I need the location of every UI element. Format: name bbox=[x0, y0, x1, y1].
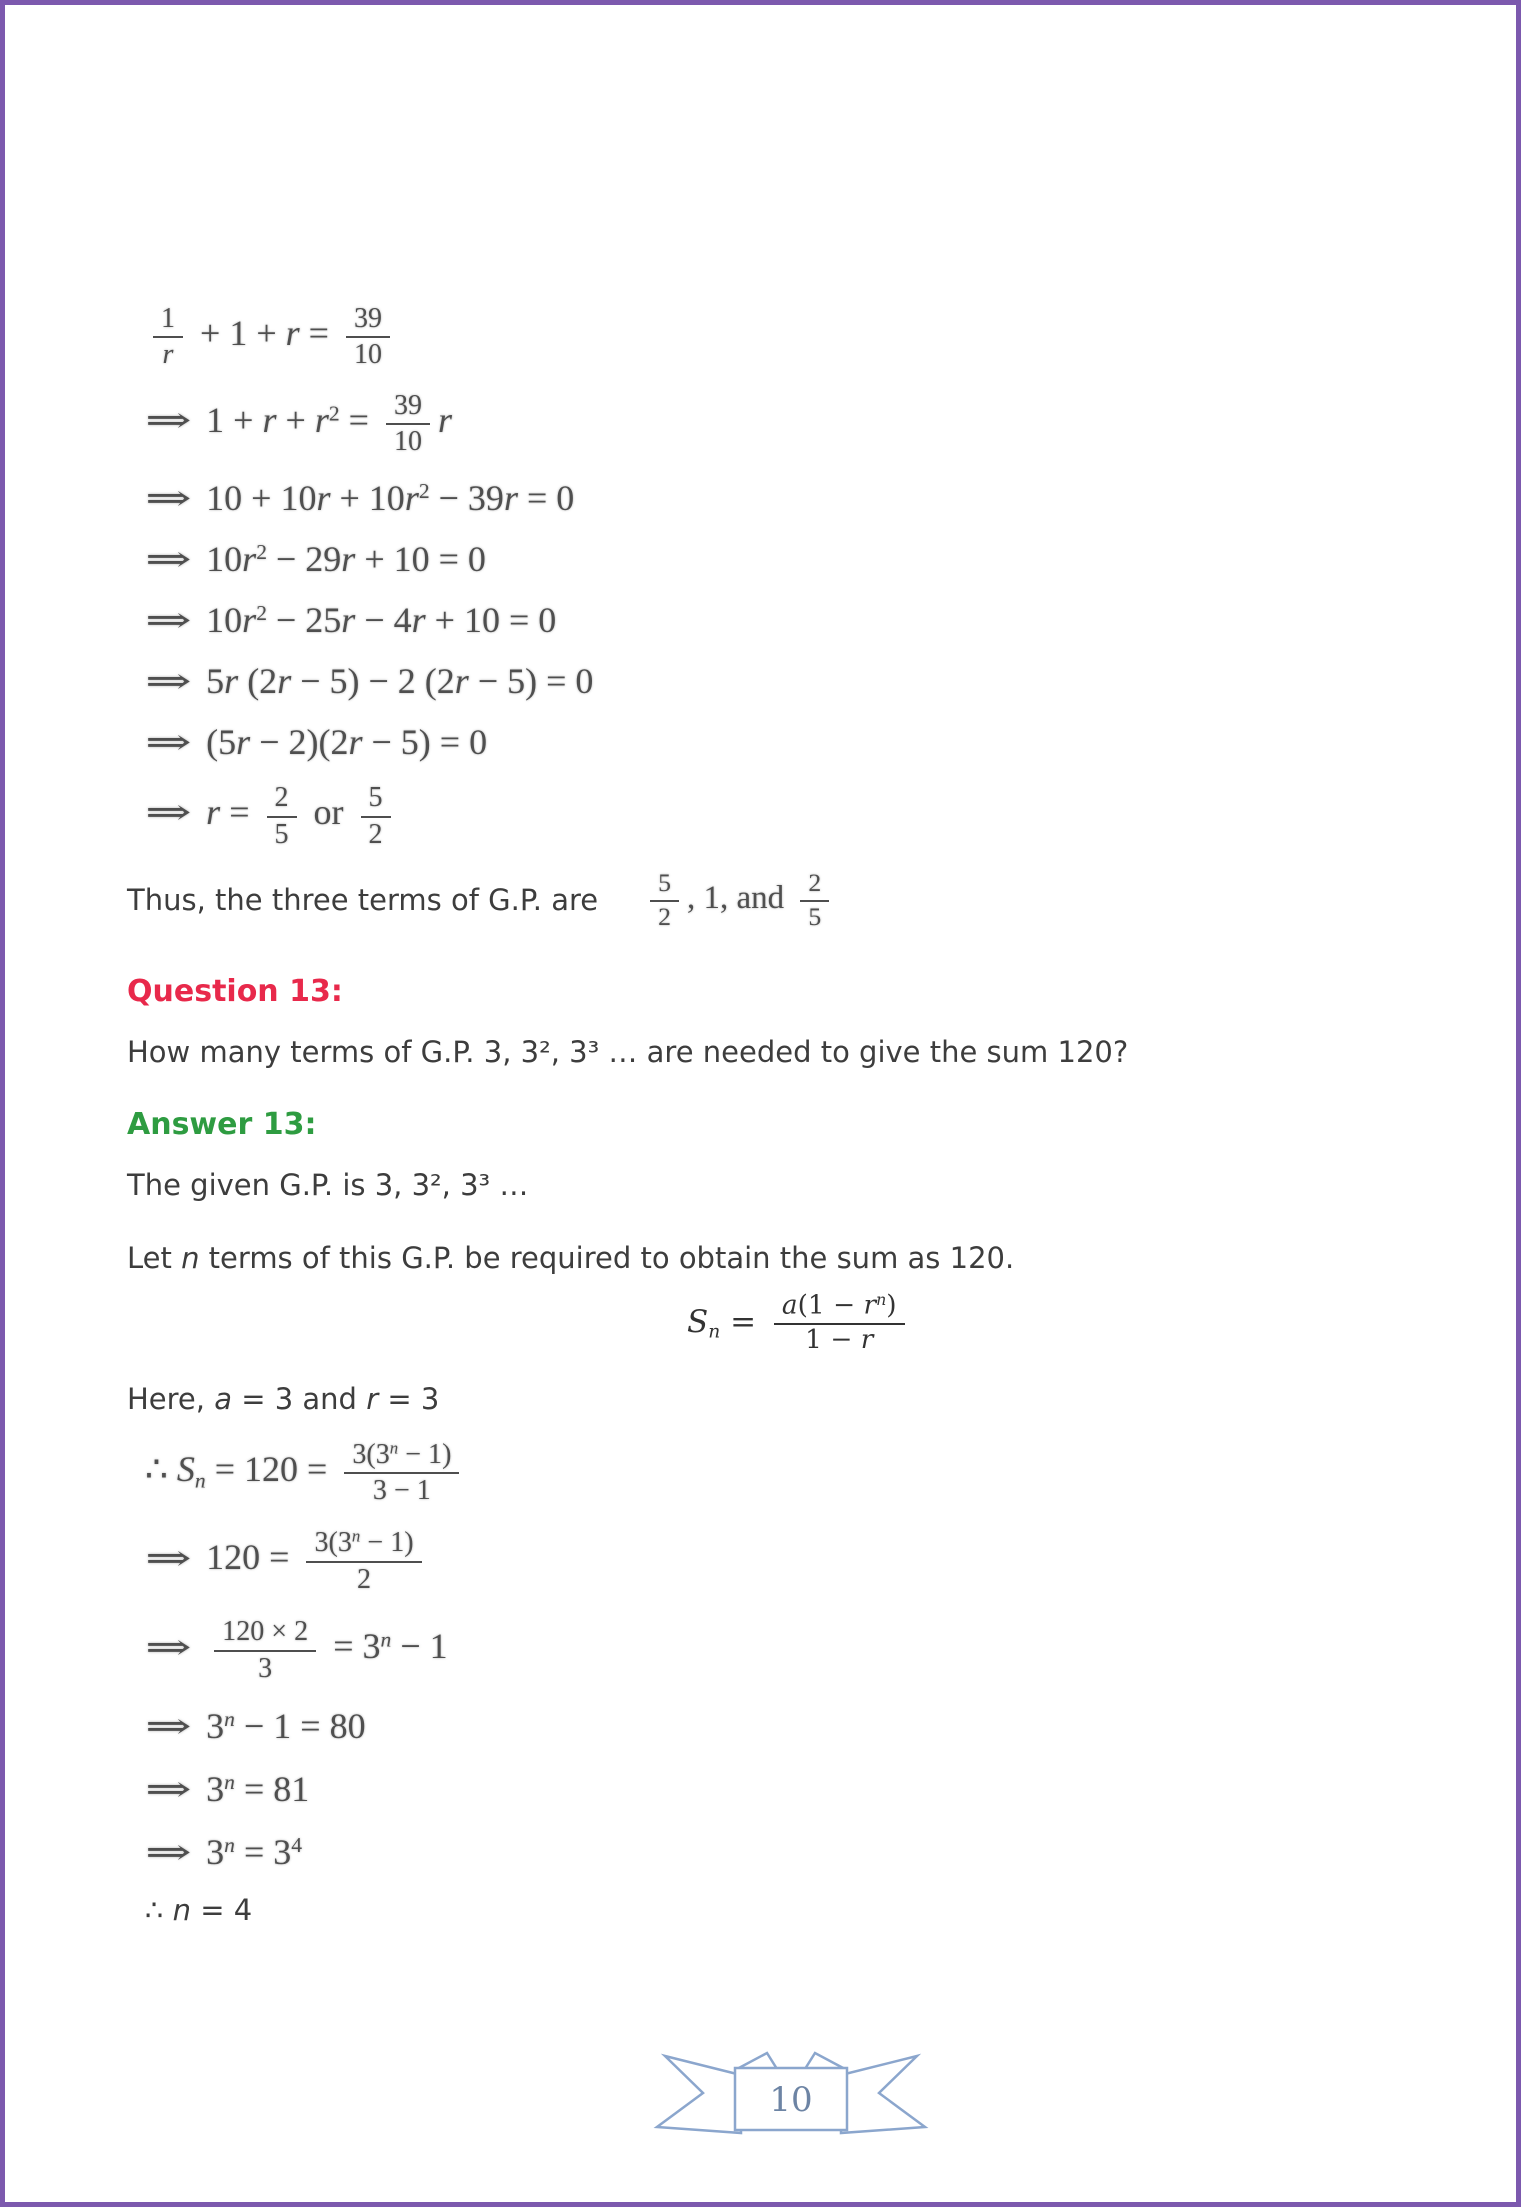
equation-line: ⇒ $10r^2 - 29r + 10 = 0$ bbox=[145, 538, 486, 579]
let-n-terms-line bbox=[127, 1240, 1436, 1277]
thus-line bbox=[127, 867, 1436, 934]
equation-line: Let n terms of this G.P. be required to obtain the sum as 120. bbox=[127, 1240, 1015, 1275]
equation-line: ∴ Sn = 120 = $\frac{3(3^n - 1)}{3 - 1}$ bbox=[145, 1437, 1436, 1509]
equation-line: ∴ n = 4 bbox=[145, 1893, 253, 1928]
page-content bbox=[5, 5, 1516, 1930]
equation-line: ⇒ r = $\frac{2}{5}$ or $\frac{5}{2}$ bbox=[145, 780, 1436, 852]
conclusion-line bbox=[145, 1892, 1436, 1929]
ribbon-left-flag bbox=[657, 2056, 741, 2133]
equation-line: ⇒ $3^n - 1 = 80$ bbox=[145, 1706, 366, 1747]
question-text: How many terms of G.P. 3, 3², 3³ … are needed to give the sum 120? bbox=[127, 1034, 1129, 1069]
equation-line: ⇒ $1 + r + r^2$ = $\frac{39}{10}$ r bbox=[145, 389, 453, 458]
answer-label: Answer 13: bbox=[127, 1106, 317, 1142]
equation-line: ⇒ (5r − 2)(2r − 5) = 0 bbox=[145, 722, 488, 763]
equation-line: ⇒ $10 + 10r + 10r^2 - 39r = 0$ bbox=[145, 477, 575, 518]
derivation-block-1 bbox=[145, 301, 1436, 852]
page-number-ribbon bbox=[625, 2043, 957, 2143]
equation-line: ⇒ $\frac{120 \times 2}{3}$ = $3^n - 1$ bbox=[145, 1616, 448, 1684]
sum-formula bbox=[687, 1289, 1436, 1358]
thus-text: Thus, the three terms of G.P. are bbox=[127, 883, 599, 918]
equation-line: ⇒ $3^n = 3^4$ bbox=[145, 1832, 303, 1873]
page-number: 10 bbox=[769, 2080, 813, 2120]
equation-line: Sn = $\frac{a(1 - r^n)}{1 - r}$ bbox=[687, 1289, 1436, 1358]
here-values-line bbox=[127, 1381, 1436, 1418]
equation-line: ⇒ $3^n = 81$ bbox=[145, 1769, 310, 1810]
question-label: Question 13: bbox=[127, 973, 343, 1009]
equation-line: ⇒ $10r^2 - 25r - 4r + 10 = 0$ bbox=[145, 599, 557, 640]
equation-line: Here, a = 3 and r = 3 bbox=[127, 1382, 440, 1417]
ribbon-right-fold bbox=[805, 2053, 845, 2069]
equation-line: ⇒ 5r (2r − 5) − 2 (2r − 5) = 0 bbox=[145, 660, 594, 701]
ribbon-right-flag bbox=[841, 2056, 925, 2133]
equation-line: $\frac{5}{2}$ , 1, and $\frac{2}{5}$ bbox=[642, 867, 837, 934]
thus-math bbox=[642, 867, 837, 934]
equation-line: ⇒ 120 = $\frac{3(3^n - 1)}{2}$ bbox=[145, 1525, 1436, 1597]
derivation-block-2 bbox=[145, 1437, 1436, 1876]
given-gp-line: The given G.P. is 3, 3², 3³ … bbox=[127, 1167, 529, 1202]
equation-line: $\frac{1}{r}$ + 1 + r = $\frac{39}{10}$ bbox=[145, 301, 1436, 373]
ribbon-left-fold bbox=[737, 2053, 777, 2069]
